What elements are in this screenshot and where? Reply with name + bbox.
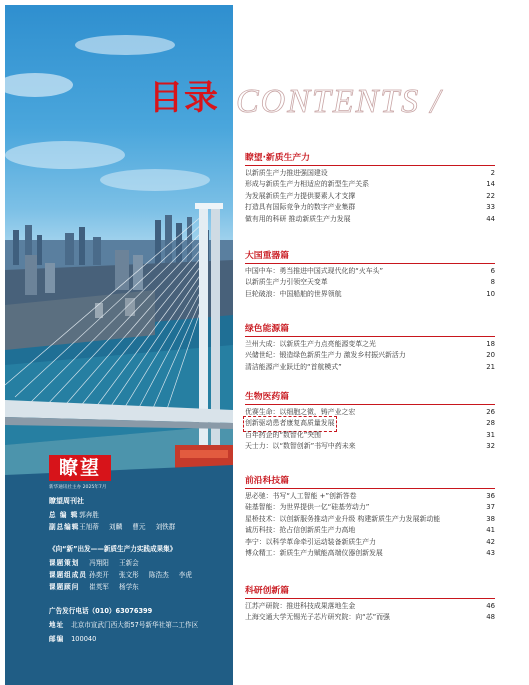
page-title-en: CONTENTS / — [236, 83, 443, 120]
credit-row — [49, 557, 147, 567]
entry-page: 18 — [486, 340, 495, 348]
toc-entry[interactable] — [245, 168, 495, 179]
entry-page: 41 — [486, 526, 495, 535]
entry-title: 兴储世纪：锻造绿色新质生产力 激发乡村振兴新活力 — [245, 351, 406, 360]
entry-page: 20 — [486, 351, 495, 360]
entry-title: 百年药企的“数智化”突围 — [245, 430, 322, 439]
entry-page: 28 — [486, 419, 495, 428]
credit-key: 课题顾问 — [49, 583, 80, 591]
toc-section — [245, 584, 495, 624]
page-title-cn: 目录 — [149, 78, 219, 118]
entry-title: 中国中车：勇当推进中国式现代化的“火车头” — [245, 267, 384, 275]
postcode-label: 邮编 — [49, 635, 65, 643]
toc-entry[interactable] — [245, 266, 495, 277]
toc-section — [245, 390, 495, 453]
toc-entry-highlighted[interactable] — [245, 418, 495, 429]
magazine-logo: 瞭望 — [49, 455, 111, 481]
toc-entry[interactable] — [245, 350, 495, 361]
toc-entry[interactable] — [245, 491, 495, 502]
toc-section — [245, 474, 495, 559]
entry-title: 清洁能源产业跃迁的“首航模式” — [245, 362, 342, 371]
toc-entry[interactable] — [245, 179, 495, 190]
toc-section — [245, 151, 495, 225]
toc-entry[interactable] — [245, 537, 495, 548]
masthead-key: 副总编辑 — [49, 523, 80, 531]
postcode-row — [49, 633, 104, 643]
credit-row — [49, 569, 200, 579]
entry-page: 26 — [486, 408, 495, 416]
entry-page: 43 — [486, 548, 495, 557]
section-title: 生物医药篇 — [245, 390, 495, 405]
entry-title: 江苏产研院：推进科技成果落地生金 — [245, 602, 356, 610]
address-row — [49, 619, 206, 629]
entry-title: 优赛生命：以细胞之微，铸产业之宏 — [245, 408, 356, 416]
credit-name: 王新会 — [119, 559, 139, 567]
entry-page: 33 — [486, 203, 495, 212]
entry-title: 形成与新质生产力相适应的新型生产关系 — [245, 180, 370, 189]
section-title: 科研创新篇 — [245, 584, 495, 599]
entry-page: 38 — [486, 514, 495, 523]
entry-title: 以新质生产力引领空天变革 — [245, 278, 328, 287]
masthead-name: 曹元 — [132, 523, 146, 531]
entry-page: 46 — [486, 602, 495, 610]
entry-page: 21 — [486, 362, 495, 371]
entry-title: 巨轮破浪：中国船舶的世界领航 — [245, 289, 342, 298]
credit-name: 崔英军 — [89, 583, 109, 591]
entry-title: 打造具有国际竞争力的数字产业集群 — [245, 203, 356, 212]
entry-page: 2 — [490, 169, 495, 177]
credit-name: 张文彤 — [119, 571, 139, 579]
entry-title: 硅基智能：为世界提供一亿“硅基劳动力” — [245, 503, 370, 512]
masthead-name: 刘铁群 — [155, 523, 176, 531]
entry-title: 思必驰：书写“人工智能 +”创新答卷 — [245, 492, 357, 500]
section-title: 前沿科技篇 — [245, 474, 495, 489]
entry-page: 8 — [490, 278, 495, 287]
entry-page: 32 — [486, 442, 495, 451]
toc-entry[interactable] — [245, 277, 495, 288]
masthead-name: 王旭蒂 — [79, 523, 99, 531]
entry-page: 22 — [486, 191, 495, 200]
toc-entry[interactable] — [245, 601, 495, 612]
entry-title: 李宁：以科学革命牵引运动装备新质生产力 — [245, 537, 376, 546]
postcode-text: 100040 — [71, 635, 97, 643]
entry-page: 6 — [490, 267, 495, 275]
toc-entry[interactable] — [245, 441, 495, 452]
entry-page: 42 — [486, 537, 495, 546]
section-title: 绿色能源篇 — [245, 322, 495, 337]
entry-page: 37 — [486, 503, 495, 512]
entry-title: 天士力：以“数智创新”书写中药未来 — [245, 442, 356, 451]
entry-title: 做有用的科研 推动新质生产力发展 — [245, 214, 351, 223]
toc-entry[interactable] — [245, 214, 495, 225]
toc-entry[interactable] — [245, 339, 495, 350]
entry-title: 兰州大成：以新质生产力点亮能源变革之光 — [245, 340, 376, 348]
entry-title: 创新驱动患者康复高质量发展 — [245, 418, 335, 429]
entry-title: 为发展新质生产力提供要素人才支撑 — [245, 191, 356, 200]
credit-row — [49, 581, 147, 591]
toc-entry[interactable] — [245, 289, 495, 300]
entry-title: 以新质生产力推进强国建设 — [245, 169, 328, 177]
masthead-row — [49, 521, 183, 531]
masthead-name: 刘麟 — [109, 523, 123, 531]
address-label: 地址 — [49, 621, 65, 629]
series-title: 《向“新”出发——新质生产力实践成果集》 — [49, 545, 177, 553]
masthead-key: 总 编 辑 — [49, 511, 79, 519]
credit-name: 杨学东 — [119, 583, 139, 591]
toc-entry[interactable] — [245, 514, 495, 525]
entry-page: 31 — [486, 430, 495, 439]
entry-title: 上海交通大学无锡光子芯片研究院：向“芯”而强 — [245, 613, 390, 622]
entry-page: 44 — [486, 214, 495, 223]
toc-entry[interactable] — [245, 525, 495, 536]
credit-name: 陈浩杰 — [148, 571, 169, 579]
magazine-subtitle: 新华通讯社主办 2025年7月 — [49, 485, 107, 490]
toc-entry[interactable] — [245, 362, 495, 373]
masthead-row — [49, 509, 107, 519]
section-title: 大国重器篇 — [245, 249, 495, 264]
entry-page: 48 — [486, 613, 495, 622]
credit-name: 孙奕开 — [89, 571, 109, 579]
masthead-name: 郭奔胜 — [79, 511, 99, 519]
toc-section — [245, 249, 495, 300]
toc-entry[interactable] — [245, 407, 495, 418]
entry-title: 博众精工：新质生产力赋能高端仪器创新发展 — [245, 548, 383, 557]
entry-page: 14 — [486, 180, 495, 189]
credit-key: 课题组成员 — [49, 571, 87, 579]
publisher-name: 瞭望周刊社 — [49, 497, 84, 505]
toc-section — [245, 322, 495, 373]
toc-entry[interactable] — [245, 191, 495, 202]
toc-entry[interactable] — [245, 430, 495, 441]
entry-page: 10 — [486, 289, 495, 298]
toc-entry[interactable] — [245, 502, 495, 513]
ad-phone: 广告发行电话（010）63076399 — [49, 607, 153, 615]
credit-name: 冯翔阳 — [89, 559, 109, 567]
entry-title: 星桥技术：以创新服务推动产业升级 构建新质生产力发展新动能 — [245, 514, 441, 523]
address-text: 北京市宣武门西大街57号新华社第二工作区 — [71, 621, 199, 629]
entry-page: 36 — [486, 492, 495, 500]
credit-name: 李虎 — [178, 571, 192, 579]
toc-entry[interactable] — [245, 612, 495, 623]
entry-title: 诚历科技：抢占信创新质生产力高地 — [245, 526, 356, 535]
section-title: 瞭望·新质生产力 — [245, 151, 495, 166]
toc-entry[interactable] — [245, 548, 495, 559]
toc-entry[interactable] — [245, 202, 495, 213]
credit-key: 课题策划 — [49, 559, 80, 567]
